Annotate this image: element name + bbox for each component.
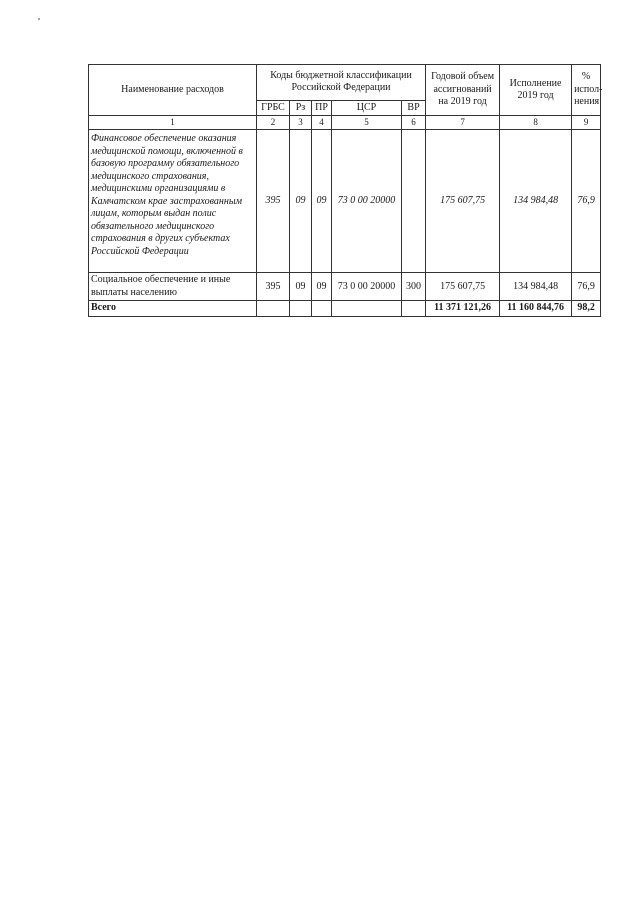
header-rz: Рз [290, 100, 312, 116]
header-csr: ЦСР [332, 100, 402, 116]
col-number: 8 [500, 116, 572, 130]
row-grbs: 395 [257, 273, 290, 301]
header-percent: % испол-нения [572, 65, 601, 116]
row-rz: 09 [290, 273, 312, 301]
row-csr: 73 0 00 20000 [332, 273, 402, 301]
row-execution: 134 984,48 [500, 130, 572, 273]
empty-cell [402, 301, 426, 317]
empty-cell [312, 301, 332, 317]
header-pr: ПР [312, 100, 332, 116]
total-percent: 98,2 [572, 301, 601, 317]
total-execution: 11 160 844,76 [500, 301, 572, 317]
col-number: 3 [290, 116, 312, 130]
header-annual: Годовой объем ассигнований на 2019 год [426, 65, 500, 116]
row-rz: 09 [290, 130, 312, 273]
row-annual: 175 607,75 [426, 273, 500, 301]
col-number: 6 [402, 116, 426, 130]
header-codes-group: Коды бюджетной классификации Российской Федерации [257, 65, 426, 101]
table-row [89, 130, 601, 273]
col-number: 5 [332, 116, 402, 130]
header-vr: ВР [402, 100, 426, 116]
scan-speck [38, 18, 40, 20]
col-number: 1 [89, 116, 257, 130]
budget-execution-table [88, 64, 601, 317]
row-execution: 134 984,48 [500, 273, 572, 301]
empty-cell [257, 301, 290, 317]
row-grbs: 395 [257, 130, 290, 273]
col-number: 2 [257, 116, 290, 130]
header-execution: Исполнение 2019 год [500, 65, 572, 116]
row-name: Социальное обеспечение и иные выплаты населению [89, 273, 257, 301]
col-number: 7 [426, 116, 500, 130]
total-annual: 11 371 121,26 [426, 301, 500, 317]
table-row [89, 273, 601, 301]
empty-cell [332, 301, 402, 317]
header-name: Наименование расходов [89, 65, 257, 116]
row-annual: 175 607,75 [426, 130, 500, 273]
row-name: Финансовое обеспечение оказания медицинской помощи, включенной в базовую программу обязательного медицинского страхования, медицинскими организациями в Камчатском крае застрахованным лицам, которым выдан полис обязательного медицинского страхования в других субъектах Российской Федерации [89, 130, 257, 273]
col-number: 4 [312, 116, 332, 130]
row-percent: 76,9 [572, 273, 601, 301]
row-csr: 73 0 00 20000 [332, 130, 402, 273]
row-vr: 300 [402, 273, 426, 301]
col-number: 9 [572, 116, 601, 130]
row-vr [402, 130, 426, 273]
empty-cell [290, 301, 312, 317]
row-pr: 09 [312, 130, 332, 273]
total-label: Всего [89, 301, 257, 317]
row-pr: 09 [312, 273, 332, 301]
total-row [89, 301, 601, 317]
row-percent: 76,9 [572, 130, 601, 273]
header-grbs: ГРБС [257, 100, 290, 116]
